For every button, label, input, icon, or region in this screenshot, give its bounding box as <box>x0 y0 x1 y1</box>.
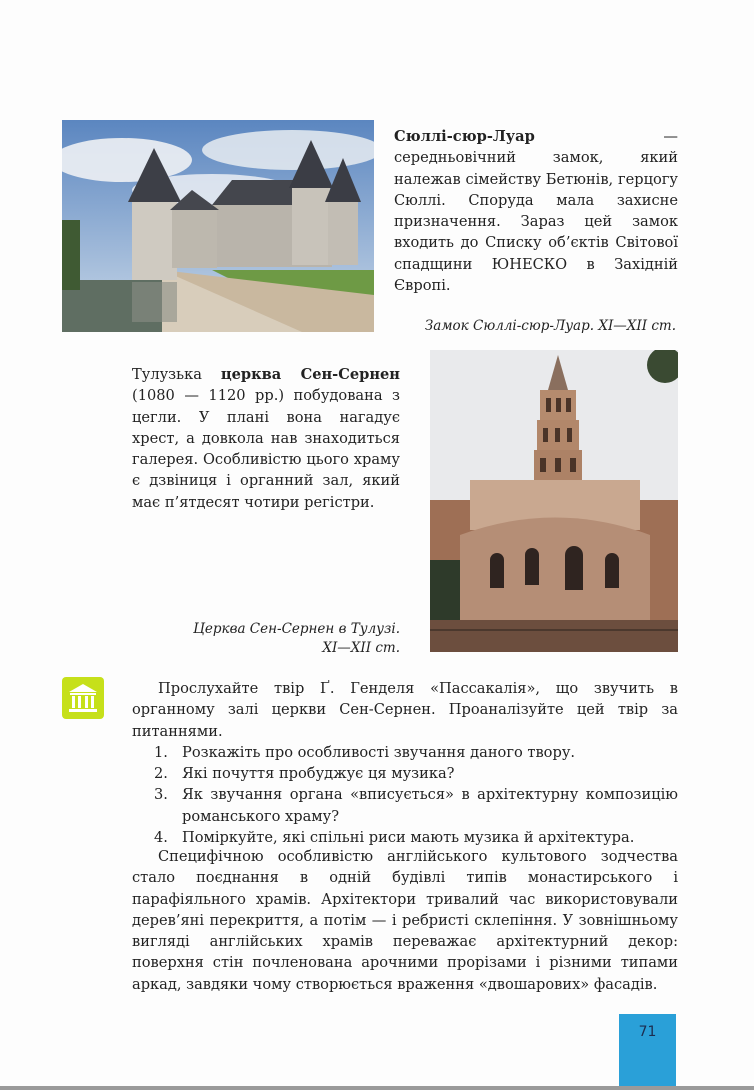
church-photo <box>430 350 678 652</box>
church-description <box>132 364 400 513</box>
list-number: 3. <box>154 786 168 804</box>
museum-icon <box>62 677 104 719</box>
church-caption-line2: XI—XII ст. <box>322 640 400 656</box>
castle-description-text: — середньовічний замок, який належав сімейству Бетюнів, герцогу Сюллі. Споруда мала захисне призначення. Зараз цей замок входить до Списку об’єктів Світової спадщини ЮНЕСКО в Західній Європі. <box>394 128 678 295</box>
page-number-box <box>619 1014 676 1086</box>
list-text: Розкажіть про особливості звучання даного твору. <box>182 743 576 761</box>
church-description-text: (1080 — 1120 рр.) побудована з цегли. У плані вона нагадує хрест, а довкола нав знаходиться галерея. Особливістю цього храму є дзвіниця і органний зал, який має п’ятдесят чотири регістри. <box>132 387 400 511</box>
church-intro: Тулузька <box>132 366 221 383</box>
castle-description <box>394 126 678 296</box>
task-intro: Прослухайте твір Ґ. Генделя «Пассакалія», що звучить в органному залі церкви Сен-Сернен. Проаналізуйте цей твір за питаннями. <box>132 680 678 740</box>
page-bottom-border <box>0 1086 754 1090</box>
castle-caption: Замок Сюллі-сюр-Луар. XI—XII ст. <box>424 318 676 334</box>
list-number: 4. <box>154 829 168 847</box>
church-caption-line1: Церква Сен-Сернен в Тулузі. <box>193 621 400 637</box>
list-number: 1. <box>154 743 168 761</box>
castle-photo <box>62 120 374 332</box>
page-number: 71 <box>638 1024 657 1040</box>
list-text: Які почуття пробуджує ця музика? <box>182 765 455 783</box>
question-list <box>132 742 678 848</box>
list-text: Як звучання органа «вписується» в архітектурну композицію романського храму? <box>182 786 678 825</box>
list-item <box>132 784 678 827</box>
list-number: 2. <box>154 765 168 783</box>
church-title: церква Сен-Сернен <box>220 366 400 383</box>
church-caption <box>150 620 400 658</box>
list-item <box>132 742 678 763</box>
castle-title: Сюллі-сюр-Луар <box>394 128 535 145</box>
list-item <box>132 763 678 784</box>
body-paragraph: Специфічною особливістю англійського культового зодчества стало поєднання в одній будівлі типів монастирського і парафіяльного храмів. Архітектори тривалий час використовували дерев’яні перекриття, а потім — і ребристі склепіння. У зовнішньому вигляді англійських храмів переважає архітектурний декор: поверхня стін почленована арочними прорізами і різними типами аркад, завдяки чому створюється враження «двошарових» фасадів. <box>132 848 678 993</box>
task-block <box>132 678 678 848</box>
list-text: Поміркуйте, які спільні риси мають музика й архітектура. <box>182 829 635 847</box>
